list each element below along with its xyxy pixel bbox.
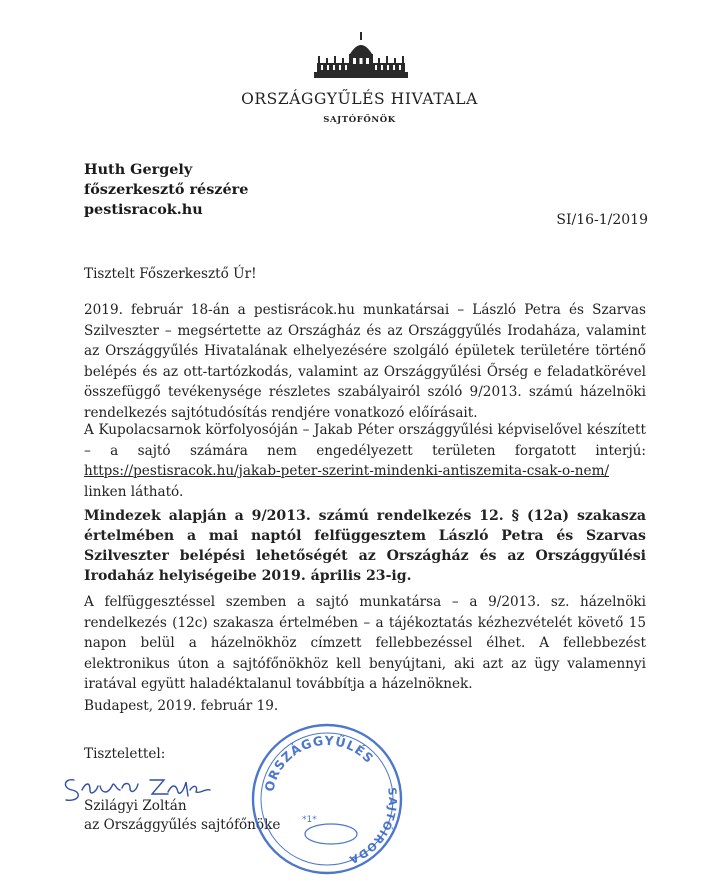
paragraph-interview-end: linken látható. <box>84 483 184 500</box>
recipient-org: pestisracok.hu <box>84 201 203 218</box>
office-stamp <box>246 718 408 880</box>
svg-text:SAJTÓIRODA: SAJTÓIRODA <box>346 786 400 867</box>
recipient-block <box>84 160 248 220</box>
office-title: ORSZÁGGYŰLÉS HIVATALA <box>241 90 478 108</box>
paragraph-interview <box>84 420 646 502</box>
signer-name: Szilágyi Zoltán <box>84 798 187 814</box>
place-date: Budapest, 2019. február 19. <box>84 698 279 714</box>
paragraph-appeal: A felfüggesztéssel szemben a sajtó munkatársa – a 9/2013. sz. házelnöki rendelkezés (12c) szakasza értelmében – a tájékoztatás kézhezvételét követő 15 napon belül a házelnökhöz címzett fellebbezéssel élhet. A fellebbezést elektronikus úton a sajtófőnökhöz kell benyújtani, aki azt az ügy valamennyi iratával együtt haladéktalanul továbbítja a házelnöknek. <box>84 594 646 692</box>
closing-regards: Tisztelettel: <box>84 746 166 762</box>
paragraph-suspension: Mindezek alapján a 9/2013. számú rendelkezés 12. § (12a) szakasza értelmében a mai naptól felfüggesztem László Petra és Szarvas Szilveszter belépési lehetőségét az Országház és az Országgyűlési Irodaház helyiségeibe 2019. április 23-ig. <box>84 508 646 584</box>
svg-text:*1*: *1* <box>302 815 317 825</box>
recipient-name: Huth Gergely <box>84 161 193 178</box>
salutation: Tisztelt Főszerkesztő Úr! <box>84 266 257 282</box>
paragraph-violation: 2019. február 18-án a pestisrácok.hu munkatársai – László Petra és Szarvas Szilveszter – megsértette az Országház és az Országgyűlés Irodaháza, valamint az Országgyűlés Hivatalának elhelyezésére szolgáló épületek területére történő belépés és az ott-tartózkodás, valamint az Országgyűlési Őrség e feladatkörével összefüggő tevékenysége részletes szabályairól szóló 9/2013. számú házelnöki rendelkezés sajtótudósítás rendjére vonatkozó előírásait. <box>84 302 646 421</box>
parliament-building-icon <box>312 30 410 82</box>
paragraph-interview-text: A Kupolacsarnok körfolyosóján – Jakab Péter országgyűlési képviselővel készített – a sajtó számára nem engedélyezett területen forgatott interjú: <box>84 422 646 459</box>
signer-title: az Országgyűlés sajtófőnöke <box>84 817 281 833</box>
recipient-role: főszerkesztő részére <box>84 181 249 198</box>
reference-number: SI/16-1/2019 <box>556 212 648 228</box>
interview-link[interactable]: https://pestisracok.hu/jakab-peter-szerint-mindenki-antiszemita-csak-o-nem/ <box>84 463 610 479</box>
svg-text:ORSZÁGGYŰLÉS: ORSZÁGGYŰLÉS <box>261 732 378 793</box>
office-subtitle: SAJTÓFŐNÖK <box>323 115 396 125</box>
